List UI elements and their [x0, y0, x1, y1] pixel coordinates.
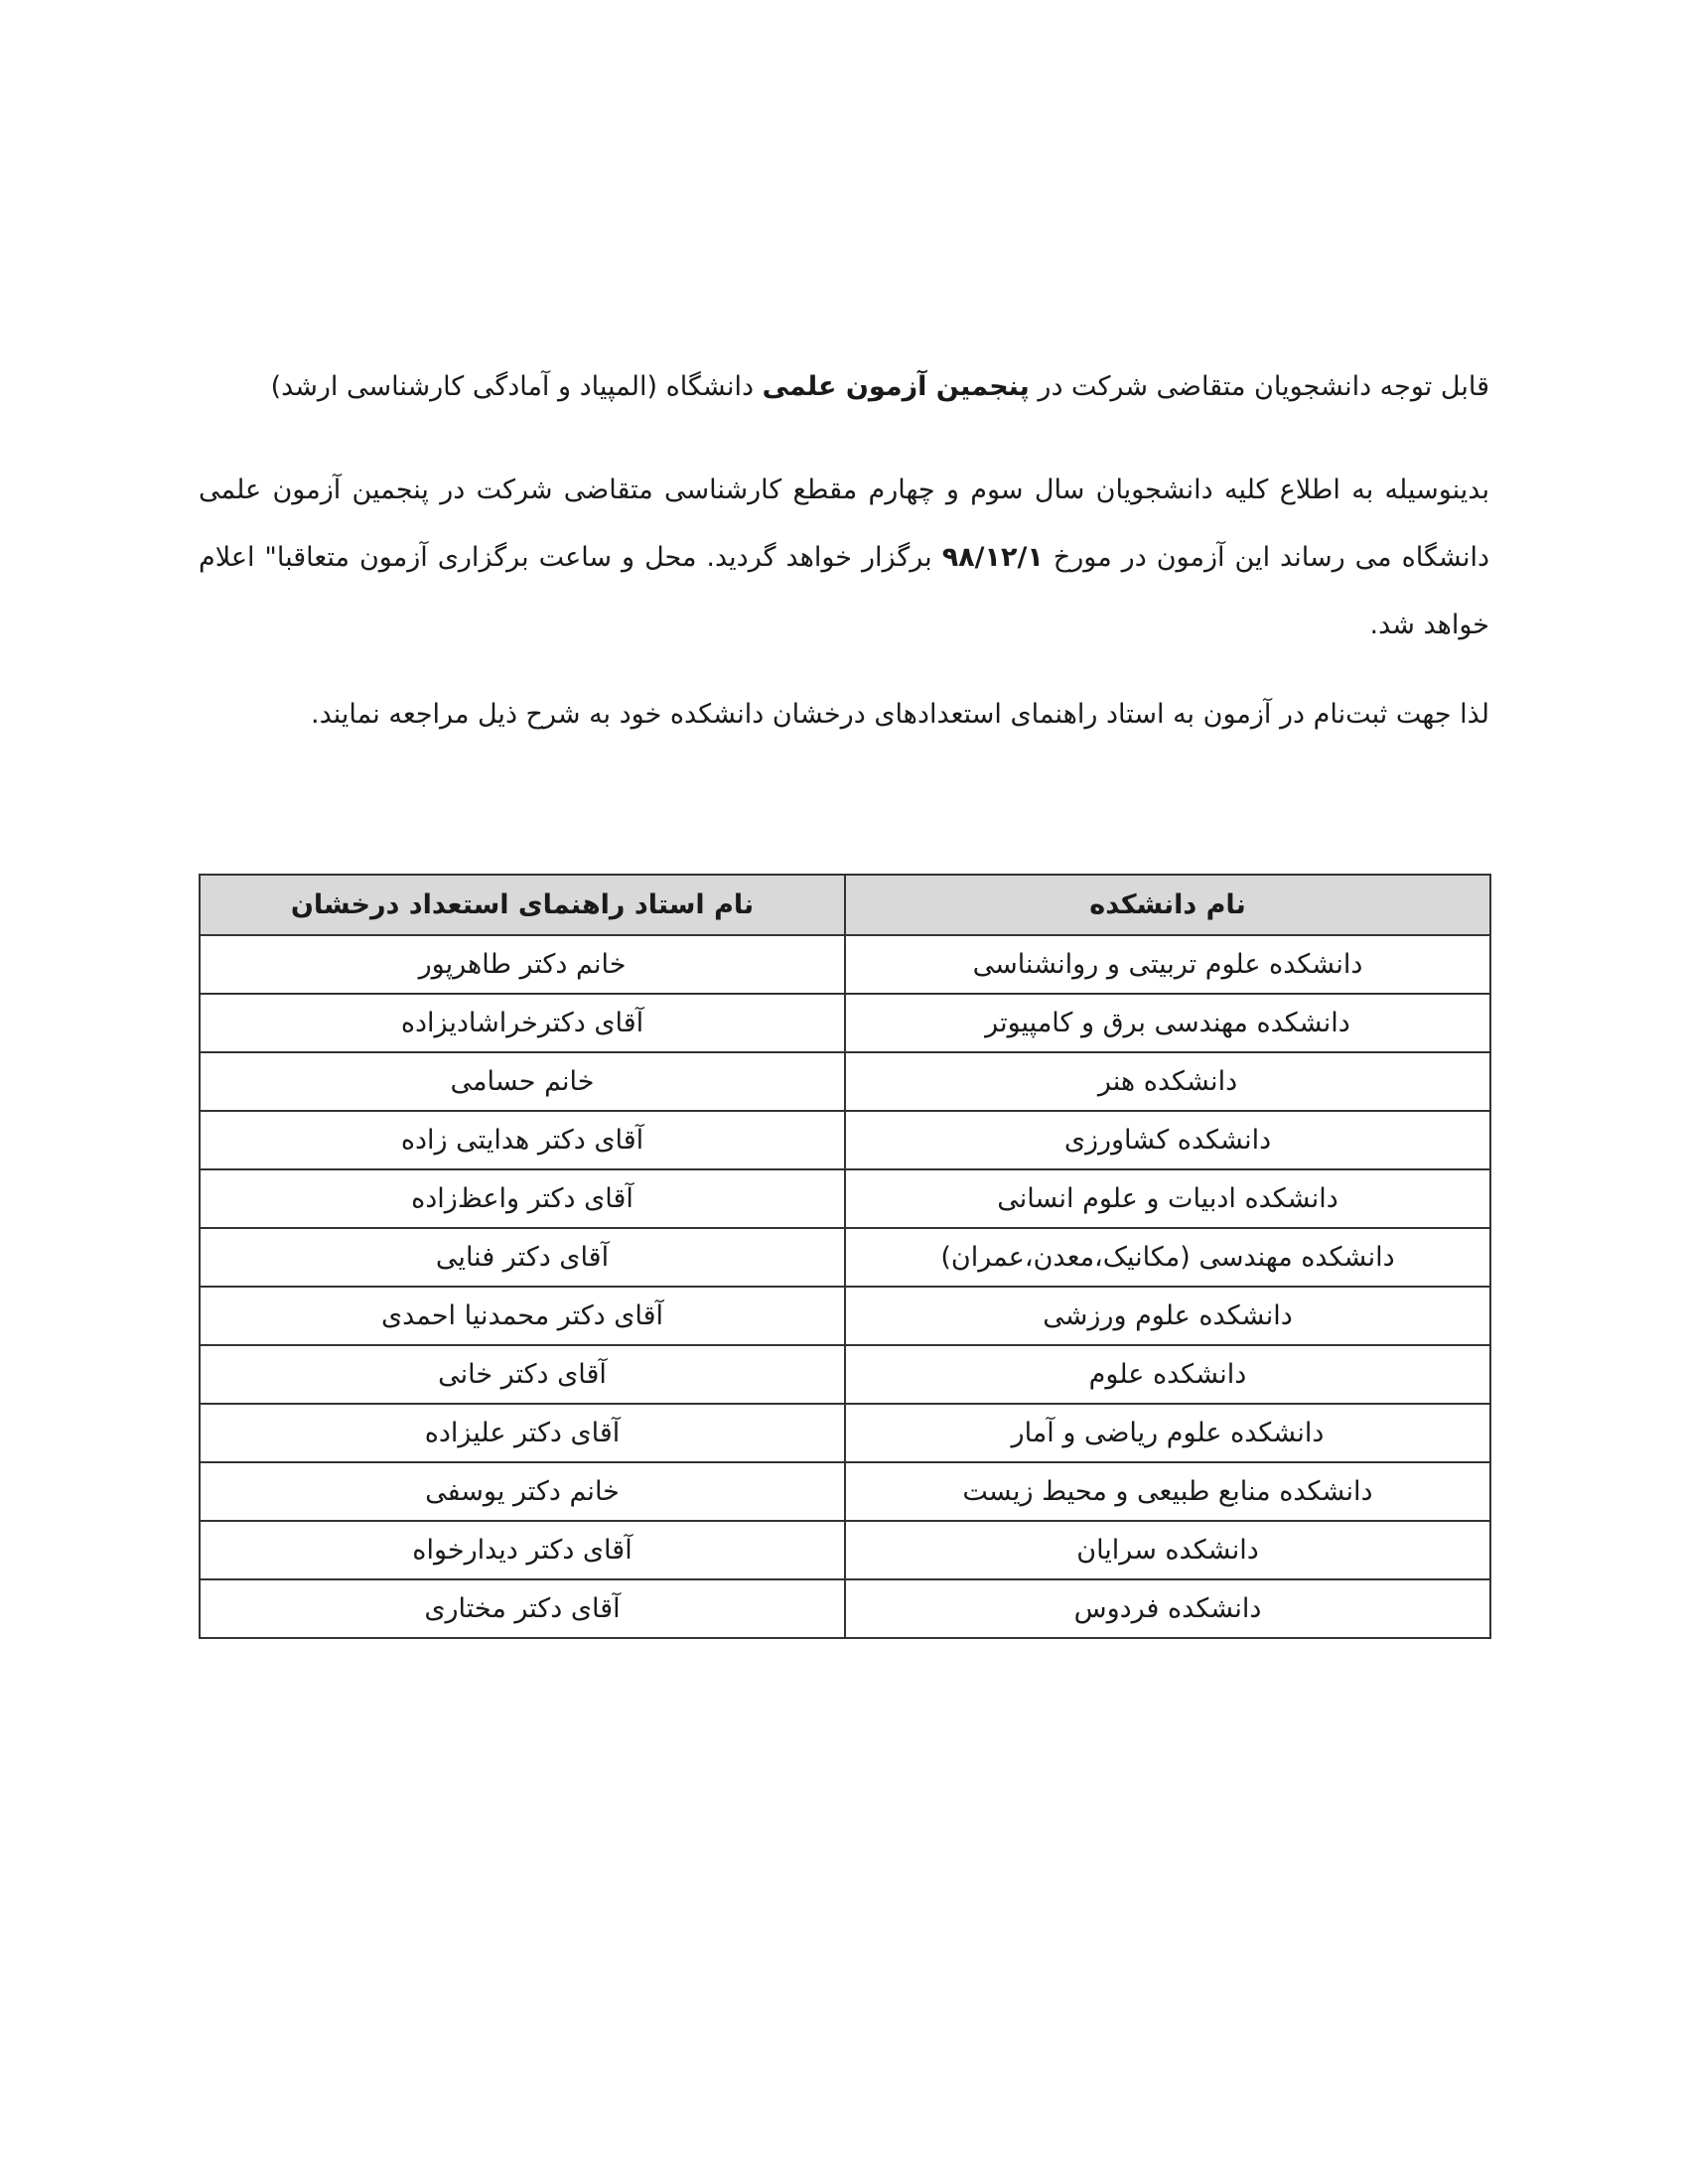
faculty-cell: دانشکده علوم	[845, 1345, 1490, 1404]
advisor-cell: آقای دکترخراشادیزاده	[200, 994, 845, 1052]
faculty-cell: دانشکده علوم ورزشی	[845, 1287, 1490, 1345]
table-row	[200, 1169, 1490, 1228]
advisor-cell: خانم دکتر طاهرپور	[200, 935, 845, 994]
table-row	[200, 1579, 1490, 1638]
advisor-cell: آقای دکتر هدایتی زاده	[200, 1111, 845, 1169]
advisor-cell: خانم دکتر یوسفی	[200, 1462, 845, 1521]
advisor-cell: آقای دکتر دیدارخواه	[200, 1521, 845, 1579]
faculty-cell: دانشکده ادبیات و علوم انسانی	[845, 1169, 1490, 1228]
table-row	[200, 1111, 1490, 1169]
table-row	[200, 1462, 1490, 1521]
announcement-text-pre: بدینوسیله به اطلاع کلیه دانشجویان سال سوم و چهارم مقطع کارشناسی متقاضی شرکت در پنجمین آزمون علمی دانشگاه می رساند این آزمون در مورخ	[199, 475, 1489, 573]
heading-text-post: دانشگاه (المپیاد و آمادگی کارشناسی ارشد)	[270, 371, 763, 402]
table-header-row	[200, 875, 1490, 935]
announcement-paragraph	[199, 457, 1489, 659]
faculty-cell: دانشکده مهندسی (مکانیک،معدن،عمران)	[845, 1228, 1490, 1287]
advisor-cell: خانم حسامی	[200, 1052, 845, 1111]
header-faculty: نام دانشکده	[845, 875, 1490, 935]
faculty-cell: دانشکده کشاورزی	[845, 1111, 1490, 1169]
exam-date: ۹۸/۱۲/۱	[941, 542, 1044, 573]
header-advisor: نام استاد راهنمای استعداد درخشان	[200, 875, 845, 935]
table-body	[200, 935, 1490, 1638]
advisor-cell: آقای دکتر محمدنیا احمدی	[200, 1287, 845, 1345]
table-row	[200, 1404, 1490, 1462]
table-row	[200, 1052, 1490, 1111]
heading-text-pre: قابل توجه دانشجویان متقاضی شرکت در	[1029, 371, 1489, 402]
advisor-cell: آقای دکتر واعظ‌زاده	[200, 1169, 845, 1228]
table-row	[200, 935, 1490, 994]
table-row	[200, 994, 1490, 1052]
table-row	[200, 1345, 1490, 1404]
table-row	[200, 1521, 1490, 1579]
advisor-cell: آقای دکتر علیزاده	[200, 1404, 845, 1462]
advisor-cell: آقای دکتر مختاری	[200, 1579, 845, 1638]
faculty-cell: دانشکده فردوس	[845, 1579, 1490, 1638]
faculty-cell: دانشکده منابع طبیعی و محیط زیست	[845, 1462, 1490, 1521]
announcement-text-post: برگزار خواهد گردید. محل و ساعت برگزاری آزمون متعاقبا" اعلام خواهد شد.	[199, 542, 1489, 640]
registration-paragraph: لذا جهت ثبت‌نام در آزمون به استاد راهنمای استعدادهای درخشان دانشکده خود به شرح ذیل مراجعه نمایند.	[311, 699, 1489, 730]
faculty-cell: دانشکده مهندسی برق و کامپیوتر	[845, 994, 1490, 1052]
faculty-cell: دانشکده علوم تربیتی و روانشناسی	[845, 935, 1490, 994]
table-row	[200, 1228, 1490, 1287]
advisor-table	[199, 874, 1491, 1639]
table-row	[200, 1287, 1490, 1345]
advisor-cell: آقای دکتر خانی	[200, 1345, 845, 1404]
exam-name: پنجمین آزمون علمی	[762, 371, 1030, 402]
faculty-cell: دانشکده سرایان	[845, 1521, 1490, 1579]
faculty-cell: دانشکده هنر	[845, 1052, 1490, 1111]
faculty-cell: دانشکده علوم ریاضی و آمار	[845, 1404, 1490, 1462]
notice-heading	[199, 357, 1489, 417]
advisor-cell: آقای دکتر فنایی	[200, 1228, 845, 1287]
